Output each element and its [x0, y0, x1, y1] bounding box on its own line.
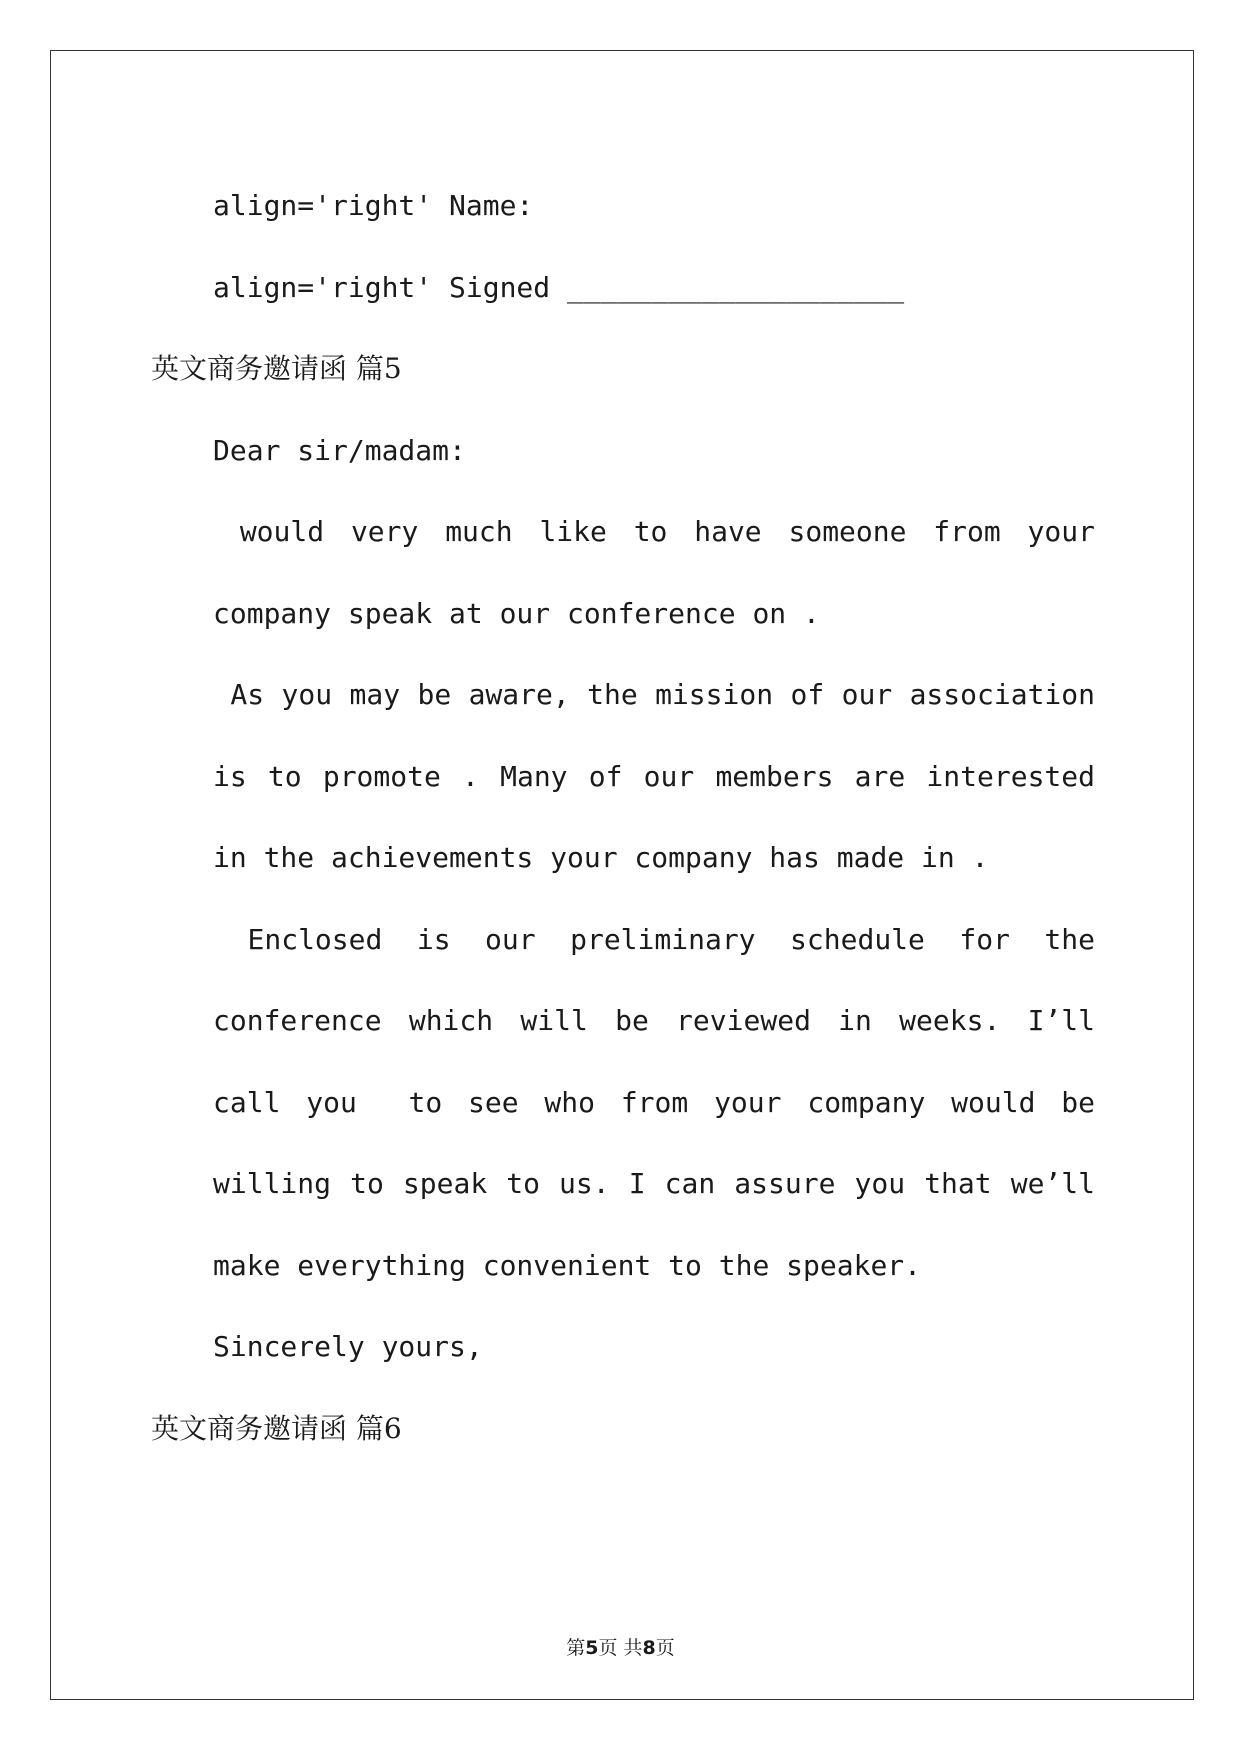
paragraph-request: would very much like to have someone from your company speak at our conference on .: [213, 515, 1112, 630]
paragraph-mission: As you may be aware, the mission of our association is to promote . Many of our members are interested in the achievements your company has made in .: [213, 678, 1112, 874]
total-pages-number: 8: [642, 1637, 656, 1659]
paragraph-schedule: Enclosed is our preliminary schedule for the conference which will be reviewed in weeks. I’ll call you to see who from your company would be willing to speak to us. I can assure you that we’ll make everything convenient to the speaker.: [213, 922, 1112, 1282]
page-footer: [0, 1633, 1241, 1660]
current-page-number: 5: [585, 1637, 599, 1659]
salutation: Dear sir/madam:: [213, 433, 466, 467]
closing: Sincerely yours,: [213, 1330, 483, 1363]
section-heading-6: 英文商务邀请函 篇6: [151, 1411, 402, 1445]
section-heading-5: 英文商务邀请函 篇5: [151, 352, 402, 385]
document-body: [151, 165, 1112, 1469]
footer-suffix: 页: [655, 1637, 675, 1659]
footer-prefix: 第: [566, 1637, 586, 1659]
footer-mid: 页 共: [598, 1637, 643, 1659]
signed-line: align='right' Signed ____________________: [213, 270, 905, 304]
name-line: align='right' Name:: [213, 189, 534, 222]
